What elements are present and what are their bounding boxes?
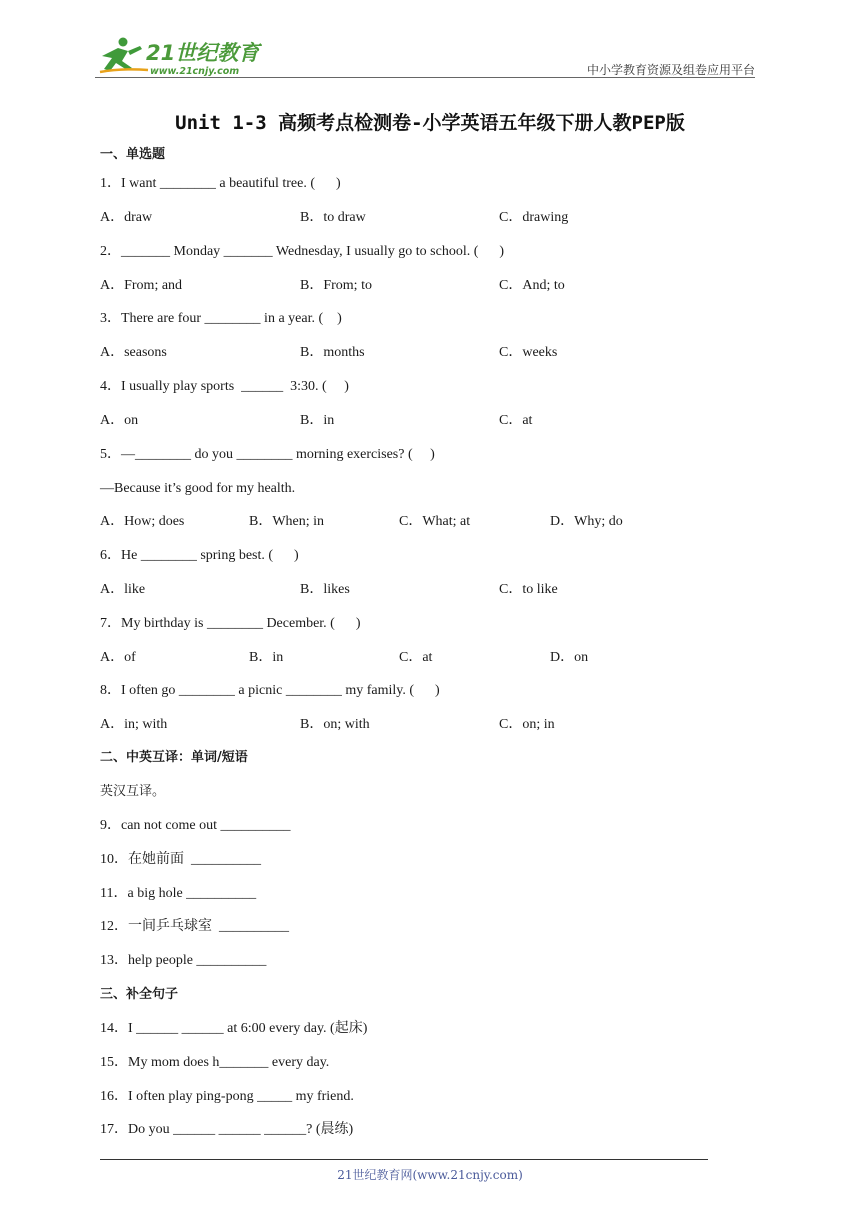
section-heading: 三、补全句子 [100,987,179,1002]
complete-item: 15．My mom does h_______ every day. [100,1055,330,1070]
option: A．How; does [100,514,185,529]
option: B．on; with [300,717,370,732]
header-platform-name: 中小学教育资源及组卷应用平台 [586,63,755,77]
question-stem: 6．He ________ spring best. ( ) [100,548,299,563]
translate-item: 13．help people __________ [100,953,267,968]
option: B．When; in [249,514,325,529]
site-logo [92,34,262,80]
option: C．drawing [499,210,569,225]
option: C．weeks [499,345,558,360]
option: A．of [100,650,136,665]
question-stem: 4．I usually play sports ______ 3:30. ( ) [100,379,349,394]
complete-item: 14．I ______ ______ at 6:00 every day. (起床) [100,1021,368,1036]
logo-url: www.21cnjy.com [150,66,240,77]
page-title: Unit 1-3 高频考点检测卷-小学英语五年级下册人教PEP版 [175,112,685,134]
option: A．draw [100,210,153,225]
option: A．From; and [100,278,183,293]
section-heading: 一、单选题 [100,147,166,162]
option: B．to draw [300,210,366,225]
option: A．like [100,582,146,597]
logo-text: 21世纪教育 [146,41,260,65]
option: B．in [300,413,335,428]
translate-item: 12．一间乒乓球室 __________ [100,919,289,934]
translate-item: 10．在她前面 __________ [100,852,261,867]
runner-icon [100,38,148,73]
complete-item: 17．Do you ______ ______ ______? (晨练) [100,1122,354,1137]
section-heading: 二、中英互译：单词/短语 [100,750,248,765]
option: D．on [550,650,589,665]
question-stem: 7．My birthday is ________ December. ( ) [100,616,361,631]
complete-item: 16．I often play ping-pong _____ my friend. [100,1089,354,1104]
option: C．What; at [399,514,471,529]
footer-link[interactable]: 21世纪教育网(www.21cnjy.com) [337,1168,523,1182]
option: A．on [100,413,139,428]
translate-item: 11．a big hole __________ [100,886,257,901]
option: C．at [399,650,433,665]
option: A．in; with [100,717,168,732]
option: B．From; to [300,278,372,293]
question-stem: 3．There are four ________ in a year. ( ) [100,311,342,326]
section-instruction: 英汉互译。 [100,784,166,799]
option: C．to like [499,582,558,597]
footer-divider [100,1159,708,1160]
translate-item: 9．can not come out __________ [100,818,291,833]
question-stem: 2．_______ Monday _______ Wednesday, I usually go to school. ( ) [100,244,505,259]
option: B．in [249,650,284,665]
question-stem: 1．I want ________ a beautiful tree. ( ) [100,176,341,191]
header-divider [95,77,755,78]
question-stem: 8．I often go ________ a picnic ________ my family. ( ) [100,683,440,698]
question-stem-reply: —Because it’s good for my health. [100,481,296,496]
option: B．months [300,345,365,360]
option: C．on; in [499,717,555,732]
option: C．at [499,413,533,428]
option: D．Why; do [550,514,623,529]
option: A．seasons [100,345,167,360]
option: C．And; to [499,278,565,293]
question-stem: 5．—________ do you ________ morning exercises? ( ) [100,447,435,462]
option: B．likes [300,582,350,597]
